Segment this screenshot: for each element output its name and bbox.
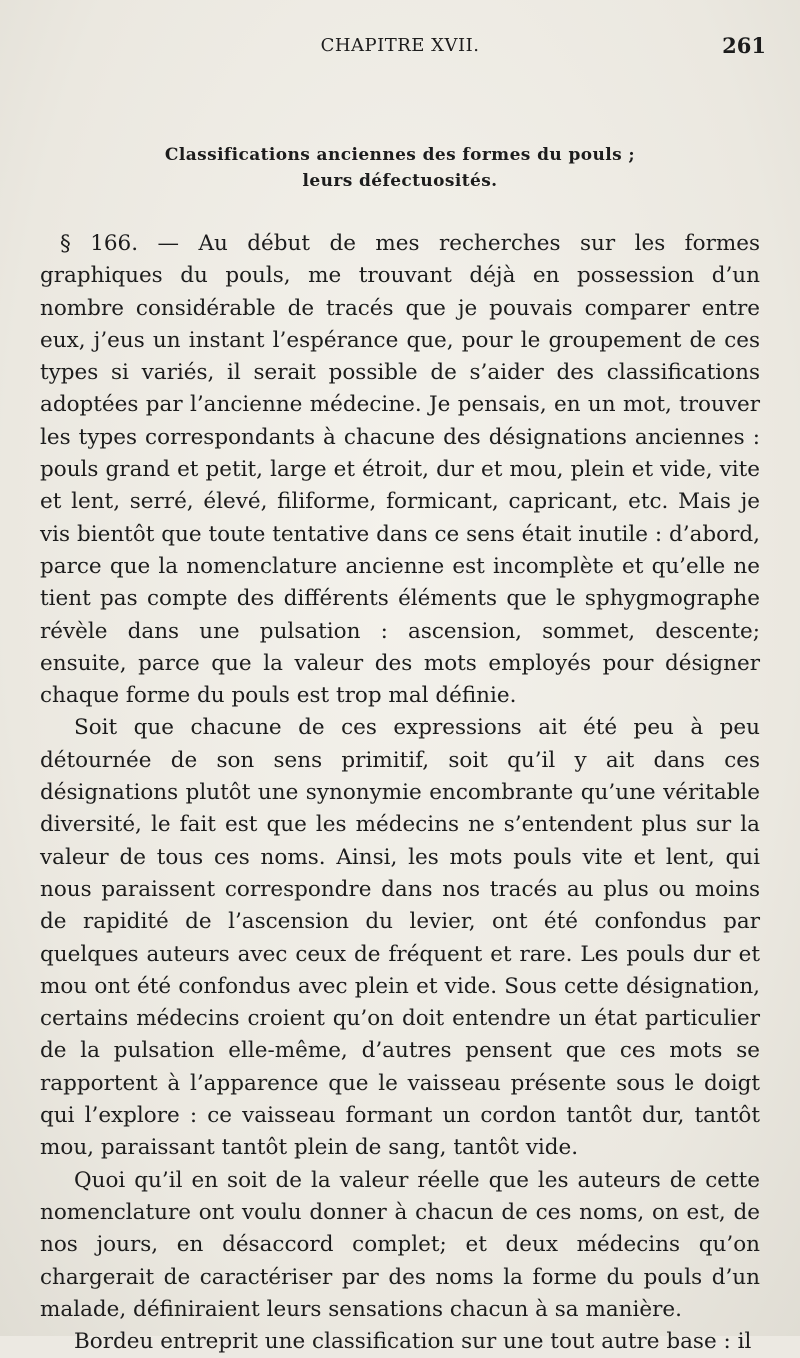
paragraph-3: Quoi qu’il en soit de la valeur réelle que les auteurs de cette nomenclature ont voulu donner à chacun de ces noms, on est, de nos jours, en désaccord complet; et deux médecins qu’on chargerait de caractériser par des noms la forme du pouls d’un malade, définiraient leurs sensations chacun à sa manière. <box>40 1167 760 1322</box>
section-title-line-2: leurs défectuosités. <box>302 171 498 191</box>
paragraph-166: § 166. — Au début de mes recherches sur les formes graphiques du pouls, me trouvant déjà en possession d’un nombre considérable de tracés que je pouvais comparer entre eux, j’eus un instant l’espérance que, pour le groupement de ces types si variés, il serait possible de s’aider des classifications adoptées par l’ancienne médecine. Je pensais, en un mot, trouver les types correspondants à chacune des désignations anciennes : pouls grand et petit, large et étroit, dur et mou, plein et vide, vite et lent, serré, élevé, filiforme, formicant, capricant, etc. Mais je vis bientôt que toute tentative dans ce sens était inutile : d’abord, parce que la nomenclature ancienne est incomplète et qu’elle ne tient pas compte des différents éléments que le sphygmographe révèle dans une pulsation : ascension, sommet, descente; ensuite, parce que la valeur des mots employés pour désigner chaque forme du pouls est trop mal définie. <box>40 231 760 709</box>
paragraph-4: Bordeu entreprit une classification sur une tout autre base : il <box>74 1329 752 1355</box>
running-header <box>0 33 800 63</box>
chapter-title: CHAPITRE XVII. <box>320 35 480 56</box>
page-number: 261 <box>722 33 766 58</box>
section-title-line-1: Classifications anciennes des formes du pouls ; <box>164 145 636 165</box>
section-heading <box>0 142 800 194</box>
paragraph-2: Soit que chacune de ces expressions ait été peu à peu détournée de son sens primitif, soit qu’il y ait dans ces désignations plutôt une synonymie encombrante qu’une véritable diversité, le fait est que les médecins ne s’entendent plus sur la valeur de tous ces noms. Ainsi, les mots pouls vite et lent, qui nous paraissent correspondre dans nos tracés au plus ou moins de rapidité de l’ascension du levier, ont été confondus par quelques auteurs avec ceux de fréquent et rare. Les pouls dur et mou ont été confondus avec plein et vide. Sous cette désignation, certains médecins croient qu’on doit entendre un état particulier de la pulsation elle-même, d’autres pensent que ces mots se rapportent à l’apparence que le vaisseau présente sous le doigt qui l’explore : ce vaisseau formant un cordon tantôt dur, tantôt mou, paraissant tantôt plein de sang, tantôt vide. <box>40 715 760 1161</box>
body-text <box>40 228 760 1358</box>
